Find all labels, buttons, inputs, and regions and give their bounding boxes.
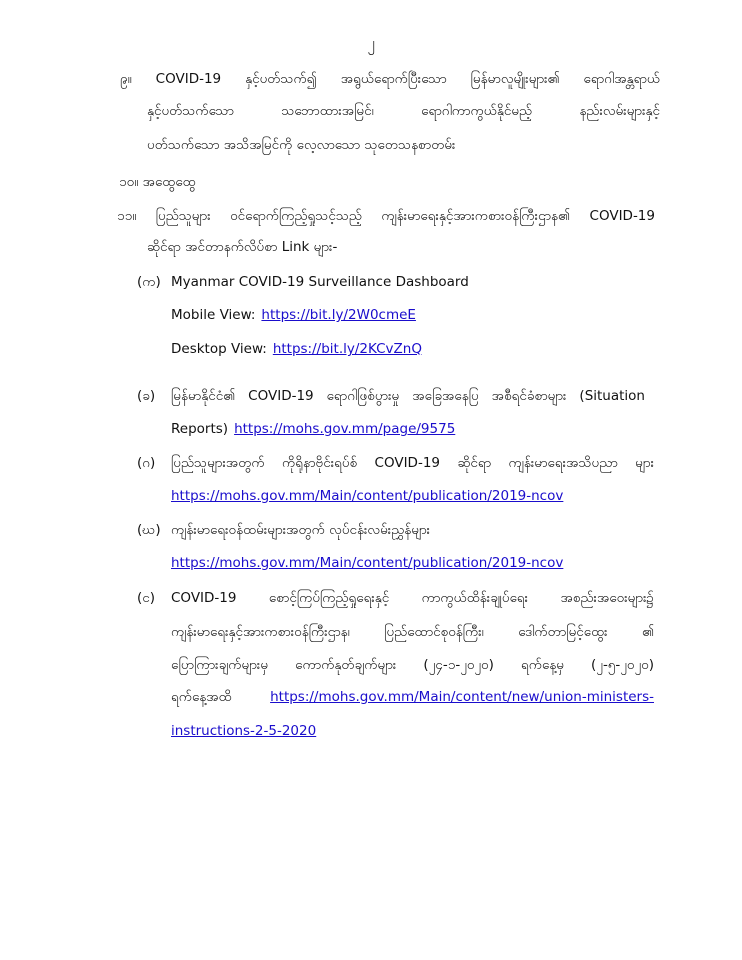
sub-gha-link-row	[171, 553, 563, 573]
item10-heading: ၁၀။ အထွေထွေ	[119, 174, 196, 190]
item11-line2: ဆိုင်ရာ အင်တာနက်လိပ်စာ Link များ-	[147, 239, 338, 255]
sub-nga-until-text: ရက်နေ့အထိ	[171, 689, 232, 705]
sub-nga-line3: ပြောကြားချက်များမှ ကောက်နုတ်ချက်များ (၂၄-၁-၂၀၂၀) ရက်နေ့မှ (၂-၅-၂၀၂၀)	[171, 657, 654, 673]
sub-gha-marker: (ဃ)	[137, 522, 161, 538]
sub-nga-line4	[171, 687, 654, 707]
mobile-view-row	[171, 305, 416, 325]
desktop-view-link[interactable]: https://bit.ly/2KCvZnQ	[272, 341, 422, 357]
sub-ga-link-row	[171, 486, 563, 506]
union-minister-instructions-link-part2[interactable]: instructions-2-5-2020	[171, 723, 317, 739]
public-knowledge-link[interactable]: https://mohs.gov.mm/Main/content/publication/2019-ncov	[171, 488, 564, 504]
sub-nga-line5	[171, 721, 316, 741]
item9-line2: နှင့်ပတ်သက်သော သဘောထားအမြင်၊ ရောဂါကာကွယ်နိုင်မည့် နည်းလမ်းများနှင့်	[147, 103, 660, 119]
item9-line3: ပတ်သက်သော အသိအမြင်ကို လေ့လာသော သုတေသနစာတမ်း	[147, 137, 456, 153]
sub-ka-marker: (က)	[137, 274, 161, 290]
mobile-view-label: Mobile View:	[171, 307, 256, 323]
sub-nga-marker: (င)	[137, 590, 156, 606]
sub-ga-line1: ပြည်သူများအတွက် ကိုရိုနာဗိုင်းရပ်စ် COVID-19 ဆိုင်ရာ ကျန်းမာရေးအသိပညာ များ	[171, 455, 654, 471]
sub-kha-reports-text: Reports)	[171, 421, 229, 437]
sub-kha-line1: မြန်မာနိုင်ငံ၏ COVID-19 ရောဂါဖြစ်ပွားမှု အခြေအနေပြ အစီရင်ခံစာများ (Situation	[171, 388, 645, 404]
sub-ka-title: Myanmar COVID-19 Surveillance Dashboard	[171, 274, 469, 290]
mobile-view-link[interactable]: https://bit.ly/2W0cmeE	[261, 307, 416, 323]
sub-kha-marker: (ခ)	[137, 388, 156, 404]
health-staff-guidelines-link[interactable]: https://mohs.gov.mm/Main/content/publication/2019-ncov	[171, 555, 564, 571]
sub-ga-marker: (ဂ)	[137, 455, 156, 471]
sub-nga-line2: ကျန်းမာရေးနှင့်အားကစားဝန်ကြီးဌာန၊ ပြည်ထောင်စုဝန်ကြီး၊ ဒေါက်တာမြင့်ထွေး ၏	[171, 624, 654, 640]
union-minister-instructions-link-part1[interactable]: https://mohs.gov.mm/Main/content/new/union-ministers-	[270, 689, 654, 705]
item9-line1: ၉။ COVID-19 နှင့်ပတ်သက်၍ အရွယ်ရောက်ပြီးသော မြန်မာလူမျိုးများ၏ ရောဂါအန္တရာယ်	[120, 71, 660, 87]
sub-kha-line2	[171, 419, 455, 439]
situation-reports-link[interactable]: https://mohs.gov.mm/page/9575	[234, 421, 456, 437]
desktop-view-row	[171, 339, 422, 359]
item11-line1: ၁၁။ ပြည်သူများ ဝင်ရောက်ကြည့်ရှုသင့်သည့် ကျန်းမာရေးနှင့်အားကစားဝန်ကြီးဌာန၏ COVID-19	[117, 208, 655, 224]
page-number: ၂	[367, 34, 375, 52]
sub-gha-line1: ကျန်းမာရေးဝန်ထမ်းများအတွက် လုပ်ငန်းလမ်းညွှန်များ	[171, 522, 431, 538]
sub-nga-line1: COVID-19 စောင့်ကြပ်ကြည့်ရှုရေးနှင့် ကာကွယ်ထိန်းချုပ်ရေး အစည်းအဝေးများ၌	[171, 590, 654, 606]
desktop-view-label: Desktop View:	[171, 341, 267, 357]
